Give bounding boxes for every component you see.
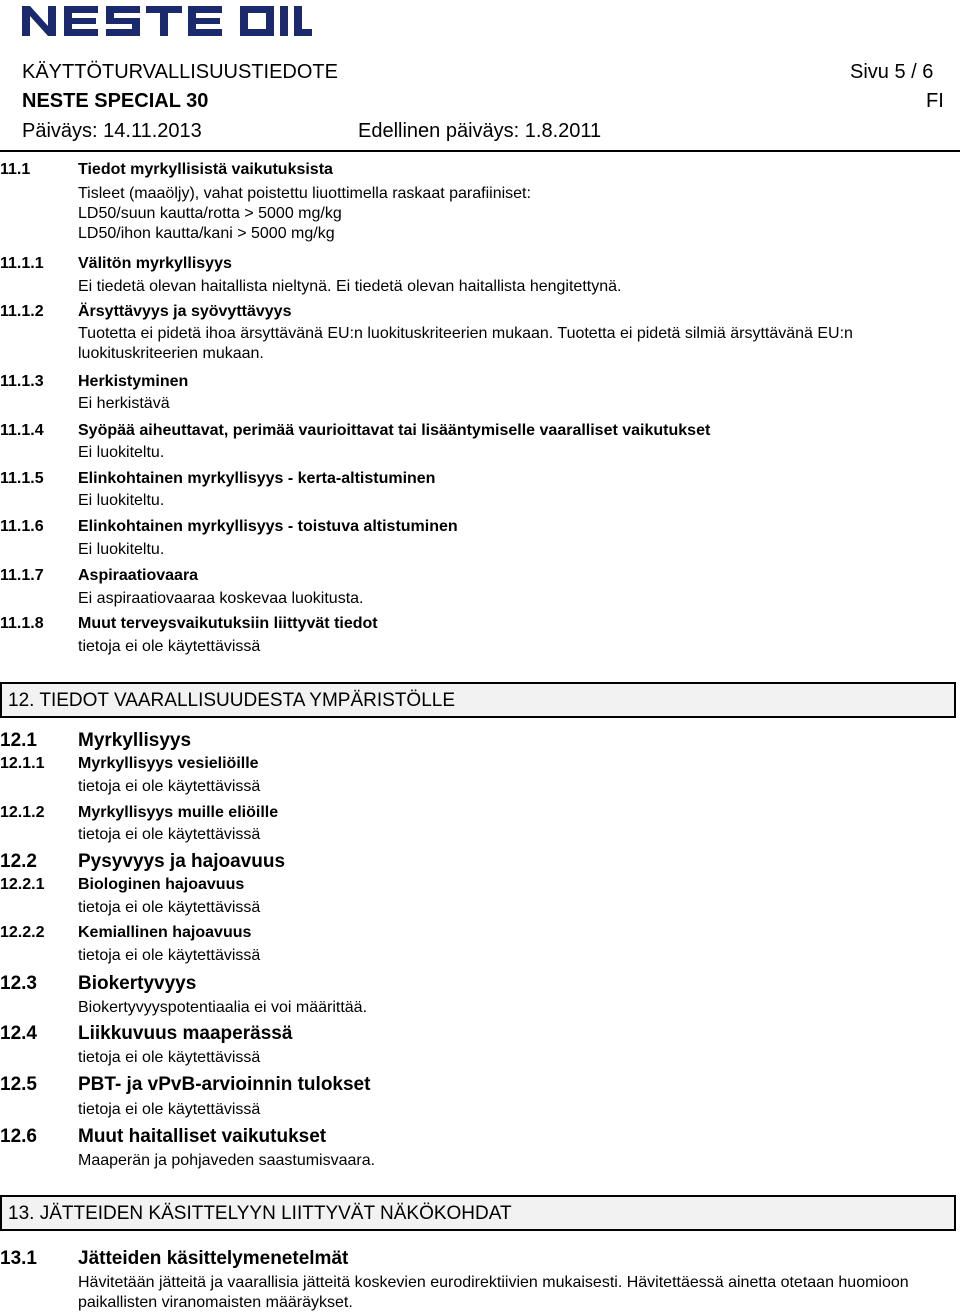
section-text: Hävitetään jätteitä ja vaarallisia jätteitä koskevien eurodirektiivien mukaisesti. Hävitettäessä ainetta otetaan huomioon paikallisten viranomaisten määräykset.: [78, 1274, 909, 1311]
subsection-number: 12.2.2: [0, 924, 45, 941]
section-12-title: 12. TIEDOT VAARALLISUUDESTA YMPÄRISTÖLLE: [8, 690, 456, 711]
subsection-title: Elinkohtainen myrkyllisyys - toistuva altistuminen: [78, 518, 458, 535]
subsection-title: Biologinen hajoavuus: [78, 876, 245, 893]
subsection-title: Ärsyttävyys ja syövyttävyys: [78, 303, 292, 320]
section-number: 12.4: [0, 1023, 37, 1044]
subsection-number: 11.1.5: [0, 470, 44, 487]
section-number: 12.5: [0, 1074, 37, 1095]
section-title: Muut haitalliset vaikutukset: [78, 1126, 327, 1147]
section-title: Pysyvyys ja hajoavuus: [78, 851, 286, 872]
issue-date: Päiväys: 14.11.2013: [22, 120, 202, 142]
subsection-text: Ei tiedetä olevan haitallista nieltynä. Ei tiedetä olevan haitallista hengitettynä.: [78, 278, 622, 295]
subsection-text: Ei luokiteltu.: [78, 492, 165, 509]
section-12-header: [0, 682, 956, 718]
page-number: Sivu 5 / 6: [850, 61, 934, 83]
section-number: 12.1: [0, 730, 37, 751]
subsection-number: 12.1.1: [0, 755, 45, 772]
subsection-title: Myrkyllisyys vesieliöille: [78, 755, 259, 772]
subsection-number: 11.1.3: [0, 373, 44, 390]
subsection-title: Elinkohtainen myrkyllisyys - kerta-altistuminen: [78, 470, 436, 487]
section-title: Biokertyvyys: [78, 973, 197, 994]
section-number: 13.1: [0, 1248, 37, 1269]
section-13-header: [0, 1195, 956, 1231]
section-number: 12.6: [0, 1126, 37, 1147]
neste-oil-logo: [22, 2, 312, 38]
section-13-title: 13. JÄTTEIDEN KÄSITTELYYN LIITTYVÄT NÄKÖKOHDAT: [8, 1203, 512, 1224]
subsection-title: Myrkyllisyys muille eliöille: [78, 804, 279, 821]
section-title: Liikkuvuus maaperässä: [78, 1023, 293, 1044]
subsection-number: 11.1.4: [0, 422, 44, 439]
section-number: 12.3: [0, 973, 37, 994]
subsection-number: 12.2.1: [0, 876, 45, 893]
subsection-title: Herkistyminen: [78, 373, 189, 390]
section-text: Maaperän ja pohjaveden saastumisvaara.: [78, 1152, 376, 1169]
subsection-number: 11.1.7: [0, 567, 44, 584]
section-number: 11.1: [0, 161, 31, 178]
subsection-title: Syöpää aiheuttavat, perimää vaurioittavat tai lisääntymiselle vaaralliset vaikutukset: [78, 422, 711, 439]
text-line: LD50/ihon kautta/kani > 5000 mg/kg: [78, 225, 335, 242]
product-name: NESTE SPECIAL 30: [22, 90, 209, 112]
subsection-text: Ei luokiteltu.: [78, 444, 165, 461]
section-title: Myrkyllisyys: [78, 730, 192, 751]
section-title: Jätteiden käsittelymenetelmät: [78, 1248, 349, 1269]
language-code: FI: [926, 90, 944, 112]
subsection-title: Muut terveysvaikutuksiin liittyvät tiedot: [78, 615, 378, 632]
text-line: Tisleet (maaöljy), vahat poistettu liuottimella raskaat parafiiniset:: [78, 185, 531, 202]
section-text: tietoja ei ole käytettävissä: [78, 1101, 261, 1118]
subsection-text: Ei herkistävä: [78, 395, 170, 412]
section-number: 12.2: [0, 851, 37, 872]
document-type: KÄYTTÖTURVALLISUUSTIEDOTE: [22, 61, 338, 83]
header-divider: [0, 150, 960, 152]
subsection-number: 11.1.8: [0, 615, 44, 632]
subsection-text: tietoja ei ole käytettävissä: [78, 778, 261, 795]
subsection-text: Ei luokiteltu.: [78, 541, 165, 558]
subsection-text: tietoja ei ole käytettävissä: [78, 826, 261, 843]
subsection-text: tietoja ei ole käytettävissä: [78, 899, 261, 916]
section-text: Biokertyvyyspotentiaalia ei voi määrittää.: [78, 999, 368, 1016]
section-title: Tiedot myrkyllisistä vaikutuksista: [78, 161, 333, 178]
subsection-text: tietoja ei ole käytettävissä: [78, 638, 261, 655]
previous-date: Edellinen päiväys: 1.8.2011: [358, 120, 602, 142]
subsection-text: Tuotetta ei pidetä ihoa ärsyttävänä EU:n luokituskriteerien mukaan. Tuotetta ei pidetä silmiä ärsyttävänä EU:n luokituskriteerien mukaan.: [78, 325, 853, 362]
subsection-title: Välitön myrkyllisyys: [78, 255, 232, 272]
subsection-text: Ei aspiraatiovaaraa koskevaa luokitusta.: [78, 590, 364, 607]
subsection-title: Kemiallinen hajoavuus: [78, 924, 252, 941]
subsection-number: 11.1.2: [0, 303, 44, 320]
section-text: tietoja ei ole käytettävissä: [78, 1049, 261, 1066]
subsection-text: tietoja ei ole käytettävissä: [78, 947, 261, 964]
text-line: LD50/suun kautta/rotta > 5000 mg/kg: [78, 205, 342, 222]
section-title: PBT- ja vPvB-arvioinnin tulokset: [78, 1074, 371, 1095]
subsection-number: 12.1.2: [0, 804, 45, 821]
subsection-number: 11.1.1: [0, 255, 44, 272]
subsection-number: 11.1.6: [0, 518, 44, 535]
subsection-title: Aspiraatiovaara: [78, 567, 199, 584]
